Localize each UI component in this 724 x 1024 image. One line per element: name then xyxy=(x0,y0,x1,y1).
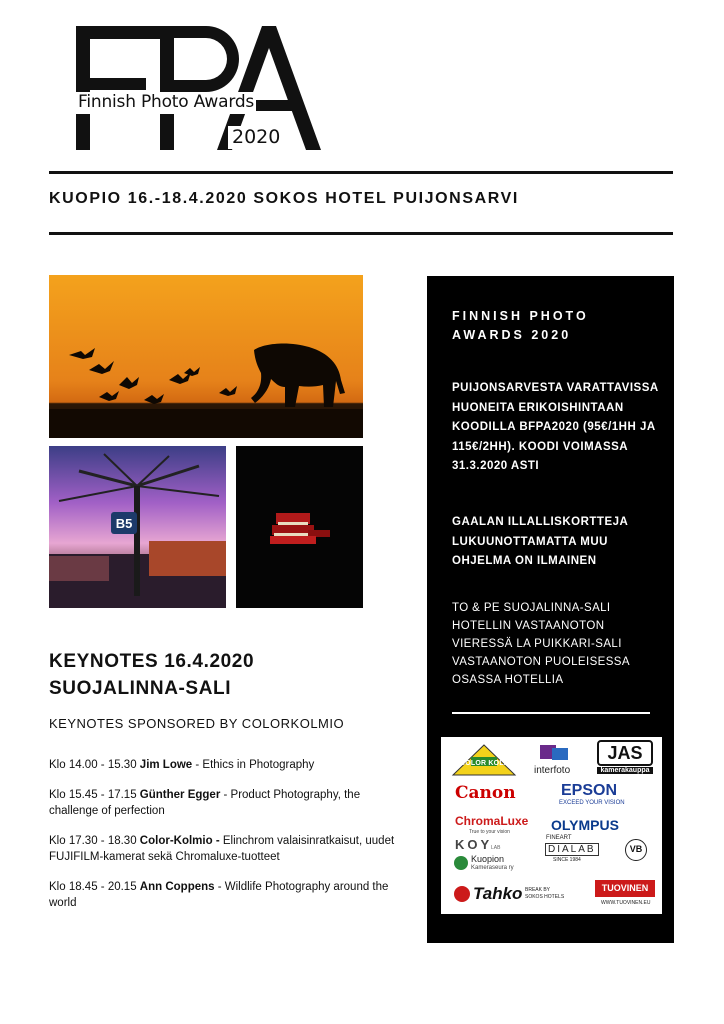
keynotes-sponsor: KEYNOTES SPONSORED BY COLORKOLMIO xyxy=(49,716,345,731)
canon-logo: Canon xyxy=(455,783,516,803)
jas-sub: kamerakauppa xyxy=(597,767,653,774)
fpa-logo xyxy=(76,26,321,150)
colorkolmio-text: COLOR KOLMIO xyxy=(460,760,518,767)
keynote-topic: - Wildlife Photography around the world xyxy=(49,881,389,909)
keynote-speaker: Jim Lowe xyxy=(139,759,193,771)
keynote-speaker: Color-Kolmio - xyxy=(139,835,220,847)
keynote-time: Klo 14.00 - 15.30 xyxy=(49,759,140,771)
koy-sub: LAB xyxy=(491,845,501,851)
keynote-item xyxy=(49,787,409,819)
keynotes-schedule xyxy=(49,757,409,925)
sign-b5: B5 xyxy=(115,516,133,531)
elephant-silhouette xyxy=(49,275,363,438)
keynote-speaker: Ann Coppens xyxy=(139,881,215,893)
kuopion-logo: Kuopion xyxy=(471,854,505,864)
koy-logo: KOY xyxy=(455,837,493,852)
jas-logo: JAS xyxy=(597,740,653,766)
keynote-time: Klo 17.30 - 18.30 xyxy=(49,835,140,847)
panel-free-program: GAALAN ILLALLISKORTTEJA LUKUUNOTTAMATTA MUU OHJELMA ON ILMAINEN xyxy=(452,516,628,567)
tahko-mark xyxy=(453,885,471,903)
panel-venue-rooms: TO & PE SUOJALINNA-SALI HOTELLIN VASTAANOTON VIERESSÄ LA PUIKKARI-SALI VASTAANOTON PUOLEISESSA OSASSA HOTELLIA xyxy=(452,602,630,686)
tuovinen-sub: WWW.TUOVINEN.EU xyxy=(601,900,651,906)
keynote-topic: Elinchrom valaisinratkaisut, uudet FUJIFILM-kamerat sekä Chromaluxe-tuotteet xyxy=(49,835,395,863)
tuovinen-logo: TUOVINEN xyxy=(595,880,655,897)
sponsor-logos xyxy=(441,737,662,914)
photo-product-books xyxy=(236,446,363,608)
books-illustration xyxy=(236,446,363,608)
kuopion-sub: Kameraseura ry xyxy=(471,865,514,871)
epson-logo: EPSON xyxy=(561,782,618,799)
keynote-item xyxy=(49,833,409,865)
structure-illustration xyxy=(49,446,226,608)
vb-logo: VB xyxy=(625,839,647,861)
tahko-sub: BREAK BY SOKOS HOTELS xyxy=(525,887,565,900)
dialab-top: FINEART xyxy=(546,835,572,841)
logo-line1: Finnish Photo Awards xyxy=(78,92,255,112)
keynotes-title xyxy=(49,648,254,702)
keynote-item xyxy=(49,757,409,773)
keynotes-title-line2: SUOJALINNA-SALI xyxy=(49,678,232,699)
chromaluxe-logo: ChromaLuxe xyxy=(455,814,529,828)
keynote-topic: - Product Photography, the challenge of perfection xyxy=(49,789,361,817)
dialab-logo: DIALAB xyxy=(545,843,599,856)
bottom-divider xyxy=(49,232,673,235)
chromaluxe-sub: True to your vision xyxy=(469,829,510,835)
kuopion-mark xyxy=(453,855,469,871)
keynote-speaker: Günther Egger xyxy=(139,789,221,801)
panel-booking-info: PUIJONSARVESTA VARATTAVISSA HUONEITA ERIKOISHINTAAN KOODILLA BFPA2020 (95€/1HH JA 115€/2HH). KOODI VOIMASSA 31.3.2020 ASTI xyxy=(452,382,659,472)
olympus-logo: OLYMPUS xyxy=(551,817,619,833)
photo-architecture xyxy=(49,446,226,608)
keynote-topic: - Ethics in Photography xyxy=(192,759,315,771)
venue-heading: KUOPIO 16.-18.4.2020 SOKOS HOTEL PUIJONSARVI xyxy=(49,190,519,207)
keynote-time: Klo 15.45 - 17.15 xyxy=(49,789,140,801)
info-panel xyxy=(427,276,674,943)
interfoto-mark xyxy=(538,742,572,762)
interfoto-text: interfoto xyxy=(534,765,571,776)
panel-title: FINNISH PHOTO AWARDS 2020 xyxy=(452,309,589,342)
dialab-sub: SINCE 1984 xyxy=(553,857,581,863)
keynotes-title-line1: KEYNOTES 16.4.2020 xyxy=(49,651,255,672)
keynote-item xyxy=(49,879,409,911)
tahko-logo: Tahko xyxy=(473,884,523,903)
keynote-time: Klo 18.45 - 20.15 xyxy=(49,881,140,893)
epson-sub: EXCEED YOUR VISION xyxy=(559,800,625,806)
photo-elephant-sunset xyxy=(49,275,363,438)
panel-divider xyxy=(452,712,650,714)
logo-year: 2020 xyxy=(228,126,284,149)
top-divider xyxy=(49,171,673,174)
